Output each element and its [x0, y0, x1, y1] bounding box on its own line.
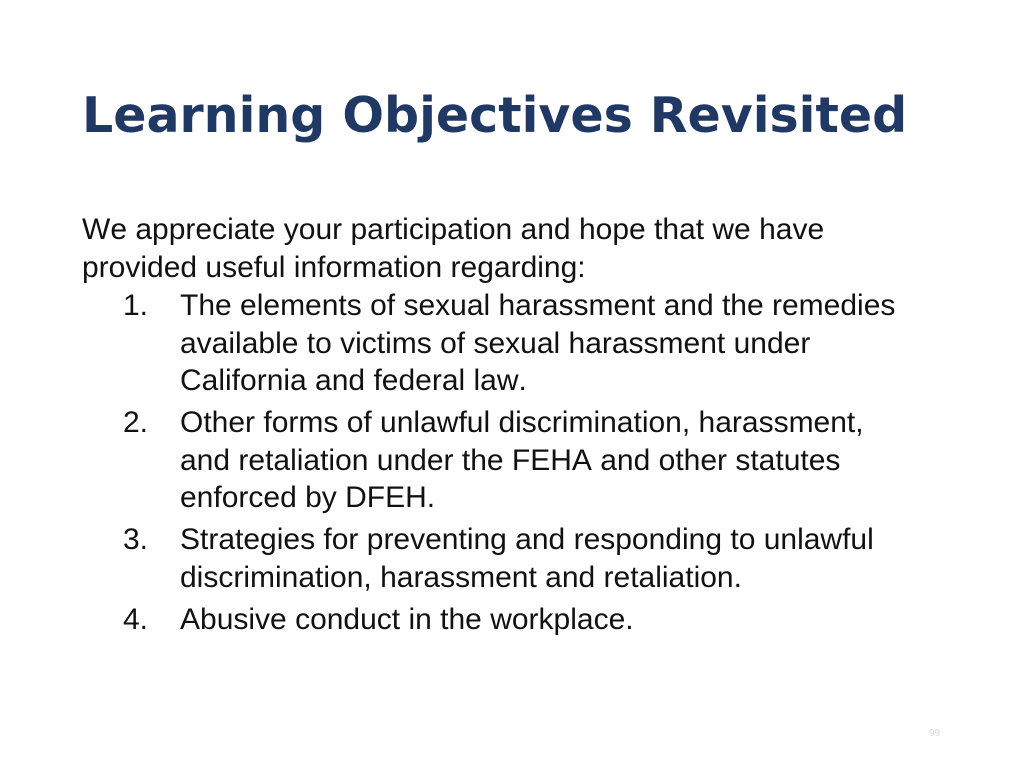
objective-number: 4. — [123, 602, 149, 636]
objective-text: Other forms of unlawful discrimination, harassment, and retaliation under the FEHA and other statutes enforced by DFEH. — [180, 406, 864, 514]
objective-text: Abusive conduct in the workplace. — [180, 602, 634, 636]
objective-number: 3. — [123, 523, 149, 556]
objective-item — [82, 521, 908, 596]
slide-body — [82, 211, 908, 638]
objective-number: 2. — [123, 406, 149, 439]
intro-paragraph: We appreciate your participation and hope that we have provided useful information regarding: — [82, 213, 825, 284]
objective-item — [82, 287, 908, 400]
objective-item — [82, 404, 908, 517]
objectives-list — [82, 287, 908, 638]
objective-item — [82, 601, 908, 639]
objective-text: The elements of sexual harassment and the remedies available to victims of sexual harassment under California and federal law. — [180, 289, 896, 397]
objective-text: Strategies for preventing and responding to unlawful discrimination, harassment and retaliation. — [180, 523, 874, 594]
slide-title: Learning Objectives Revisited — [82, 87, 908, 144]
slide-number: 99 — [929, 728, 941, 739]
objective-number: 1. — [123, 289, 149, 322]
